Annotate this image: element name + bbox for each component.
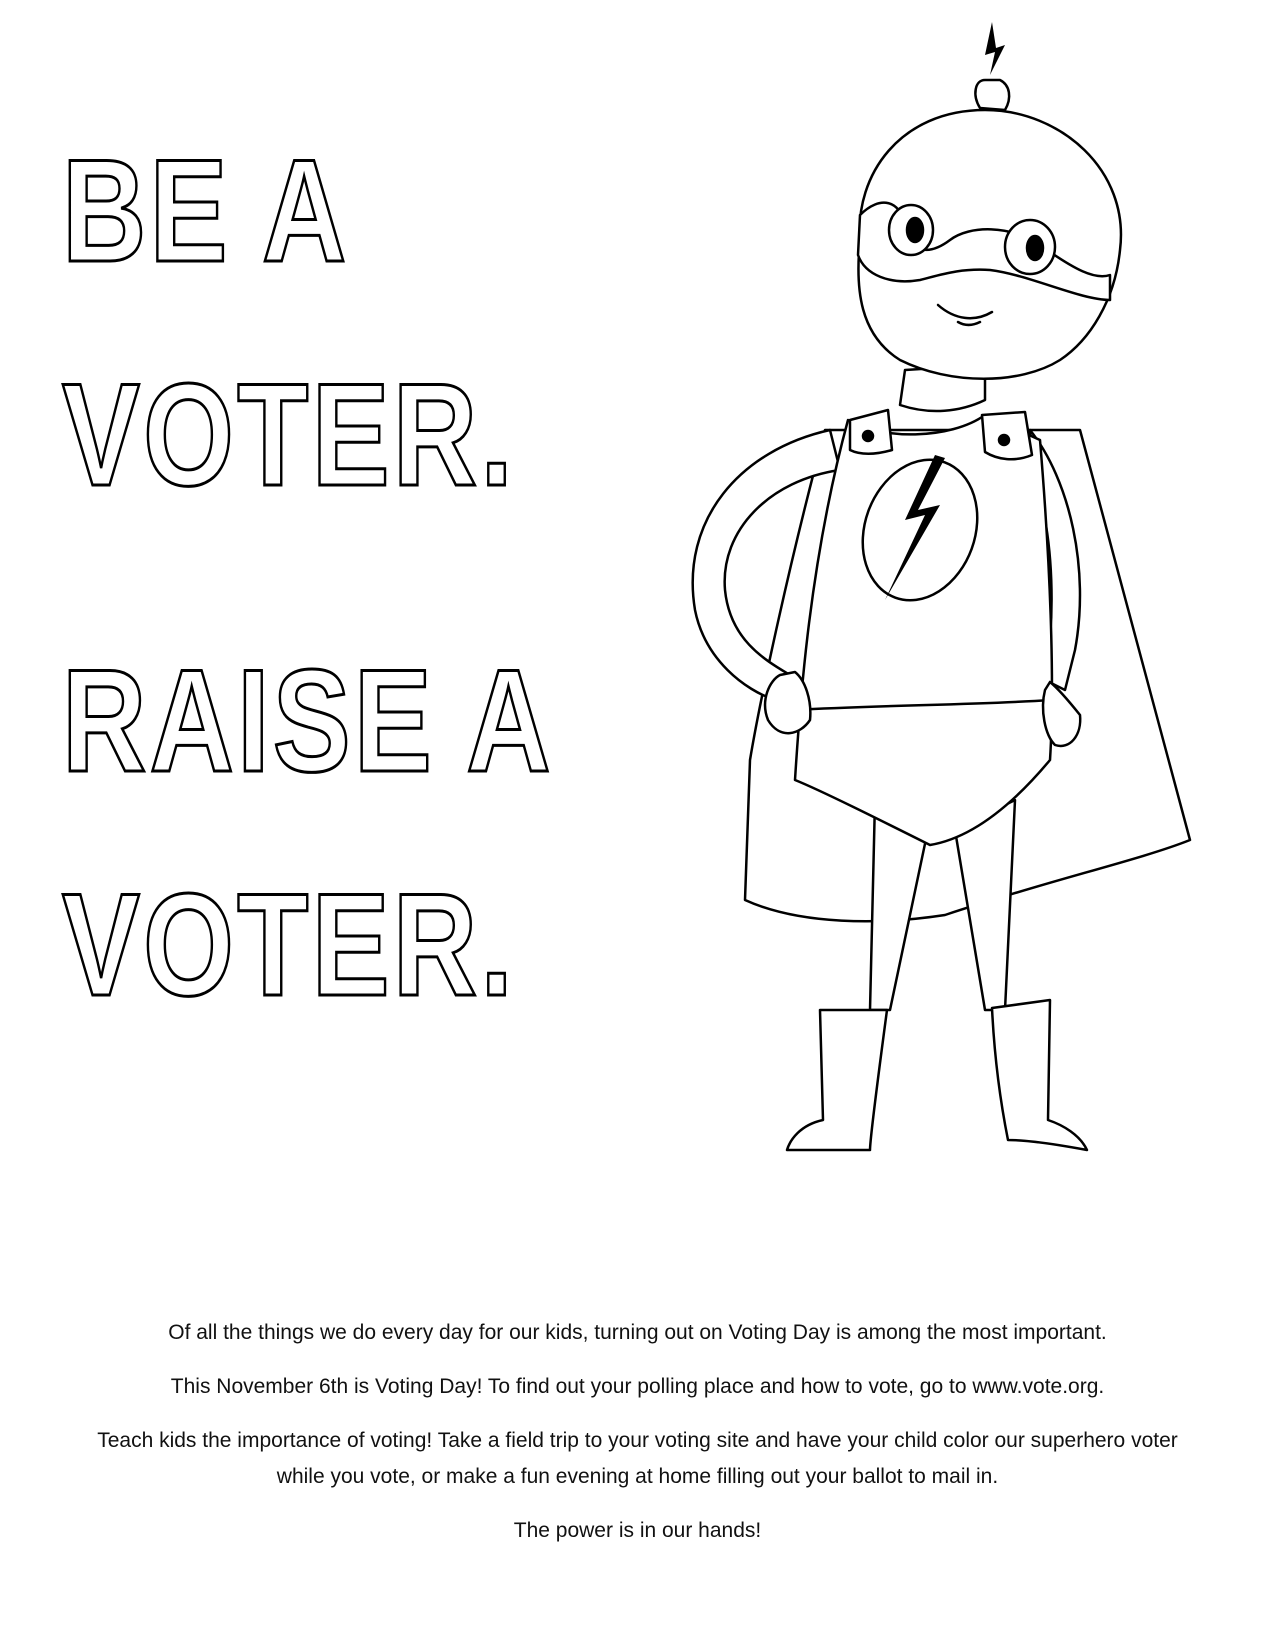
headline-line-4: VOTER. <box>62 863 517 1026</box>
paragraph-2: This November 6th is Voting Day! To find out your polling place and how to vote, go to www.vote.org. <box>170 1375 1105 1398</box>
right-pupil <box>1027 236 1043 260</box>
left-pupil <box>907 218 923 242</box>
hair-bolt-icon <box>985 22 1005 75</box>
hair-tuft <box>975 80 1009 110</box>
left-shoulder-dot <box>863 431 873 441</box>
paragraph-4: The power is in our hands! <box>513 1519 762 1542</box>
paragraph-3: Teach kids the importance of voting! Take a field trip to your voting site and have your child color our superhero voter while you vote, or make a fun evening at home filling out your ballot to mail in. <box>97 1429 1178 1488</box>
headline-line-2: VOTER. <box>62 353 517 516</box>
left-hand <box>765 672 810 733</box>
paragraph-1: Of all the things we do every day for our kids, turning out on Voting Day is among the most important. <box>168 1321 1107 1344</box>
superhero-kid-icon <box>690 14 1250 1174</box>
description-block <box>80 1315 1195 1567</box>
right-boot <box>992 1000 1087 1150</box>
headline-line-1: BE A <box>62 129 350 292</box>
right-shoulder-dot <box>999 435 1009 445</box>
left-boot <box>787 1010 887 1150</box>
headline-line-3: RAISE A <box>62 639 554 802</box>
